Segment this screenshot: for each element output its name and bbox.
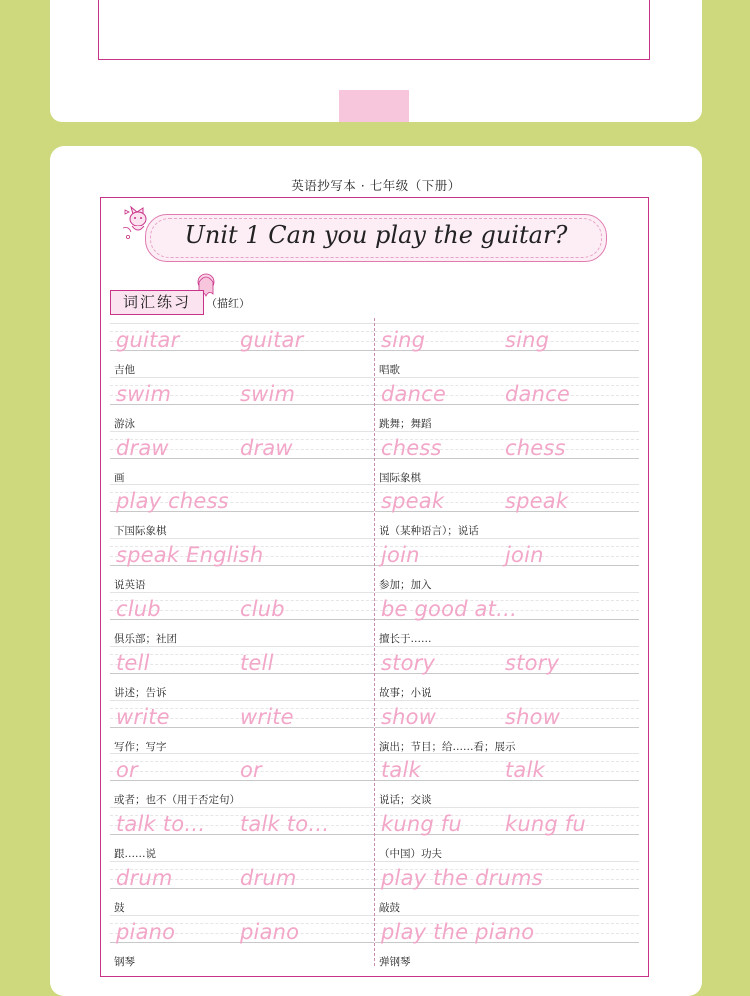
vocab-entry [110, 646, 374, 700]
guide-line [110, 915, 374, 916]
trace-word-repeat: talk to… [240, 812, 330, 837]
guide-line [110, 753, 374, 754]
guide-line [110, 807, 374, 808]
trace-word: talk to… [116, 812, 206, 837]
trace-word-repeat: join [505, 543, 544, 568]
trace-word-repeat: piano [240, 919, 300, 944]
word-meaning: 说（某种语言）；说话 [379, 525, 479, 538]
word-meaning: 钢琴 [114, 955, 135, 968]
trace-word-repeat: sing [505, 328, 550, 352]
word-meaning: 讲述；告诉 [114, 686, 167, 699]
vocab-entry [110, 807, 374, 861]
word-meaning: （中国）功夫 [379, 848, 442, 861]
trace-word-repeat: drum [240, 866, 297, 890]
vocab-entry [375, 646, 639, 700]
vocab-entry [375, 753, 639, 807]
vocab-entry [375, 807, 639, 861]
guide-line [110, 431, 374, 432]
vocab-entry [375, 431, 639, 485]
word-meaning: 敲鼓 [379, 902, 400, 914]
book-title: 英语抄写本 · 七年级（下册） [291, 178, 461, 193]
word-meaning: 唱歌 [379, 364, 400, 376]
guide-line [375, 323, 639, 324]
section-subtitle: （描红） [206, 297, 250, 310]
guide-line [375, 807, 639, 808]
word-meaning: 跳舞；舞蹈 [379, 417, 432, 430]
trace-word: or [116, 758, 138, 783]
vocab-entry [375, 700, 639, 754]
trace-word-repeat: guitar [240, 328, 304, 352]
word-meaning: 说话；交谈 [379, 794, 432, 807]
unit-title: Unit 1 Can you play the guitar? [184, 221, 568, 249]
vocab-entry [375, 484, 639, 538]
word-meaning: 故事；小说 [379, 686, 432, 699]
word-meaning: 擅长于…… [379, 633, 432, 645]
trace-word: guitar [116, 328, 180, 352]
trace-word: kung fu [381, 812, 462, 837]
trace-word-repeat: kung fu [505, 812, 586, 837]
guide-line [375, 377, 639, 378]
previous-page-card [50, 0, 702, 122]
trace-word: tell [116, 650, 150, 675]
section-title: 词汇练习 [110, 290, 204, 315]
trace-word-repeat: or [240, 758, 262, 783]
guide-line [110, 592, 374, 593]
trace-word: be good at… [381, 597, 518, 621]
vocab-entry [375, 538, 639, 592]
trace-word-repeat: chess [505, 435, 566, 460]
vocab-entry [110, 538, 374, 592]
trace-word-repeat: swim [240, 381, 296, 406]
trace-word: piano [116, 919, 176, 944]
guide-line [375, 700, 639, 701]
guide-line [110, 323, 374, 324]
vocab-entry [375, 323, 639, 377]
trace-word: story [381, 650, 436, 675]
word-meaning: 俱乐部；社团 [114, 633, 177, 645]
trace-word-repeat: draw [240, 435, 293, 460]
guide-line [110, 700, 374, 701]
guide-line [110, 538, 374, 539]
trace-word-repeat: dance [505, 381, 570, 406]
word-meaning: 写作；写字 [114, 740, 167, 753]
vocab-entry [110, 484, 374, 538]
vocab-entry [375, 915, 639, 969]
trace-word-repeat: story [505, 650, 560, 675]
trace-word: dance [381, 381, 446, 406]
guide-line [375, 484, 639, 485]
word-meaning: 吉他 [114, 364, 135, 376]
trace-word: drum [116, 866, 173, 890]
trace-word: swim [116, 381, 172, 406]
workbook-page-card [50, 146, 702, 996]
trace-word: sing [381, 328, 426, 352]
trace-word: show [381, 704, 437, 729]
guide-line [375, 431, 639, 432]
guide-line [375, 753, 639, 754]
word-meaning: 游泳 [114, 417, 135, 430]
trace-word-repeat: talk [505, 758, 545, 783]
vocab-entry [110, 323, 374, 377]
trace-word: club [116, 597, 161, 621]
trace-word-repeat: speak [505, 489, 569, 514]
trace-word: draw [116, 435, 169, 460]
guide-line [110, 377, 374, 378]
trace-word: talk [381, 758, 421, 783]
word-meaning: 演出；节目；给……看；展示 [379, 740, 516, 753]
guide-line [375, 592, 639, 593]
guide-line [375, 915, 639, 916]
trace-word: speak [381, 489, 445, 514]
vocab-entry [110, 753, 374, 807]
trace-word-repeat: write [240, 704, 294, 729]
trace-word: chess [381, 435, 442, 460]
trace-word: write [116, 704, 170, 729]
page-tab [339, 90, 409, 122]
exercise-sheet [100, 197, 649, 977]
guide-line [110, 861, 374, 862]
guide-line [110, 646, 374, 647]
word-meaning: 国际象棋 [379, 471, 421, 484]
previous-page-frame [98, 0, 650, 60]
guide-line [375, 861, 639, 862]
guide-line [110, 484, 374, 485]
vocab-entry [375, 592, 639, 646]
vocab-entry [110, 431, 374, 485]
word-meaning: 说英语 [114, 579, 146, 592]
vocab-entry [110, 592, 374, 646]
vocab-entry [110, 861, 374, 915]
word-meaning: 画 [114, 471, 125, 484]
vocab-entry [110, 915, 374, 969]
unit-banner [145, 214, 607, 262]
word-meaning: 跟……说 [114, 848, 156, 861]
vocab-entry [375, 377, 639, 431]
guide-line [375, 538, 639, 539]
trace-word: join [381, 543, 420, 568]
trace-word-repeat: tell [240, 650, 274, 675]
trace-word: speak English [116, 543, 264, 568]
vocab-entry [110, 700, 374, 754]
word-meaning: 参加；加入 [379, 579, 432, 592]
trace-word-repeat: club [240, 597, 285, 621]
trace-word-repeat: show [505, 704, 561, 729]
guide-line [375, 646, 639, 647]
word-meaning: 弹钢琴 [379, 955, 411, 968]
vocab-entry [110, 377, 374, 431]
word-meaning: 或者；也不（用于否定句） [114, 794, 240, 807]
word-meaning: 鼓 [114, 902, 125, 914]
trace-word: play the drums [381, 866, 543, 890]
trace-word: play chess [116, 489, 229, 514]
vocab-entry [375, 861, 639, 915]
trace-word: play the piano [381, 919, 535, 944]
word-meaning: 下国际象棋 [114, 525, 167, 538]
